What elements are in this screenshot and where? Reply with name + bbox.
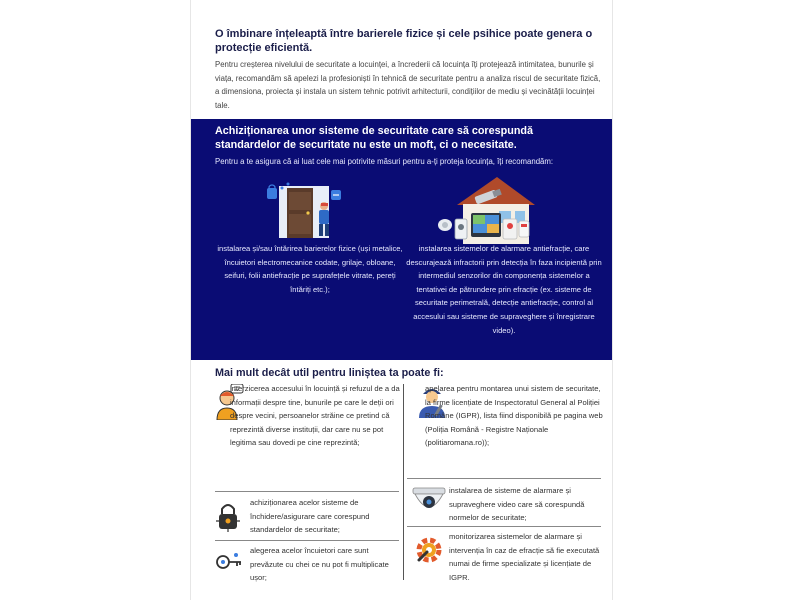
left-item-3-text: alegerea acelor încuietori care sunt prevăzute cu chei ce nu pot fi multiplicate ușor; bbox=[250, 546, 389, 583]
right-separator-2 bbox=[407, 526, 601, 527]
band-intro: Pentru a te asigura că ai luat cele mai potrivite măsuri pentru a-ți proteja locuința, îți recomandăm: bbox=[215, 157, 554, 166]
recommendation-band bbox=[191, 119, 612, 360]
right-item-1-text: apelarea pentru montarea unui sistem de securitate, la firme licențiate de Inspectoratul General al Poliției Române (IGPR), lista fiind disponibilă pe pagina web (Poliția Română - Registre Naționale (politiaromana.ro)); bbox=[425, 384, 603, 448]
left-separator-2 bbox=[215, 540, 399, 541]
key-icon bbox=[215, 548, 243, 576]
left-separator-1 bbox=[215, 491, 399, 492]
useful-title: Mai mult decât util pentru liniștea ta poate fi: bbox=[215, 367, 444, 379]
document-page bbox=[190, 0, 613, 600]
right-separator-1 bbox=[407, 478, 601, 479]
padlock-icon bbox=[215, 500, 241, 532]
house-security-devices-illustration bbox=[437, 171, 537, 247]
left-item-1-text: interzicerea accesului în locuință și refuzul de a da informații despre tine, bunurile pe care le deții ori despre vecini, persoanelor străine ce pretind că reprezintă diverse instituții, dar care nu se pot legitima sau dovedi pe cine reprezintă; bbox=[230, 384, 400, 448]
column-divider bbox=[403, 384, 404, 580]
dome-camera-icon bbox=[411, 486, 447, 516]
left-item-2-text: achiziționarea acelor sisteme de închidere/asigurare care corespund standardelor de securitate; bbox=[250, 498, 370, 535]
right-item-2-text: instalarea de sisteme de alarmare și supraveghere video care să corespundă normelor de securitate; bbox=[449, 486, 585, 523]
intro-paragraph: Pentru creșterea nivelului de securitate a locuinței, a încrederii că locuința îți protejează intimitatea, bunurile și viața, recomandăm să apelezi la profesioniști în tehnică de securitate pentru a analiza riscul de securitate fizică, a dimensiona, proiecta și instala un sistem tehnic potrivit arhitecturii, condițiilor de mediu și vecinătății locuinței tale. bbox=[215, 60, 601, 110]
door-locksmith-illustration bbox=[261, 180, 349, 240]
gear-wrench-icon bbox=[413, 534, 445, 566]
alarm-systems-text: instalarea sistemelor de alarmare antiefracție, care descurajează infractorii prin detecția în faza incipientă prin intermediul senzorilor din componența sistemelor a tentativei de pătrundere prin efracție (ex. sisteme de securitate perimetrală, detecție antiefracție, control al accesului sau sisteme de supraveghere și înregistrare video). bbox=[406, 244, 602, 335]
physical-barriers-text: instalarea și/sau întărirea barierelor fizice (uși metalice, încuietori electromecanice codate, grilaje, obloane, seifuri, folii antiefracție pe suprafețele vitrate, pereți întăriți etc.); bbox=[217, 244, 403, 294]
intro-title: O îmbinare înțeleaptă între barierele fizice și cele psihice poate genera o protecție eficientă. bbox=[215, 28, 593, 54]
band-title: Achiziționarea unor sisteme de securitate care să corespundă standardelor de securitate nu este un moft, ci o necesitate. bbox=[215, 125, 534, 151]
right-item-3-text: monitorizarea sistemelor de alarmare și intervenția în caz de efracție să fie executată numai de firme specializate și licențiate de IGPR. bbox=[449, 532, 600, 582]
